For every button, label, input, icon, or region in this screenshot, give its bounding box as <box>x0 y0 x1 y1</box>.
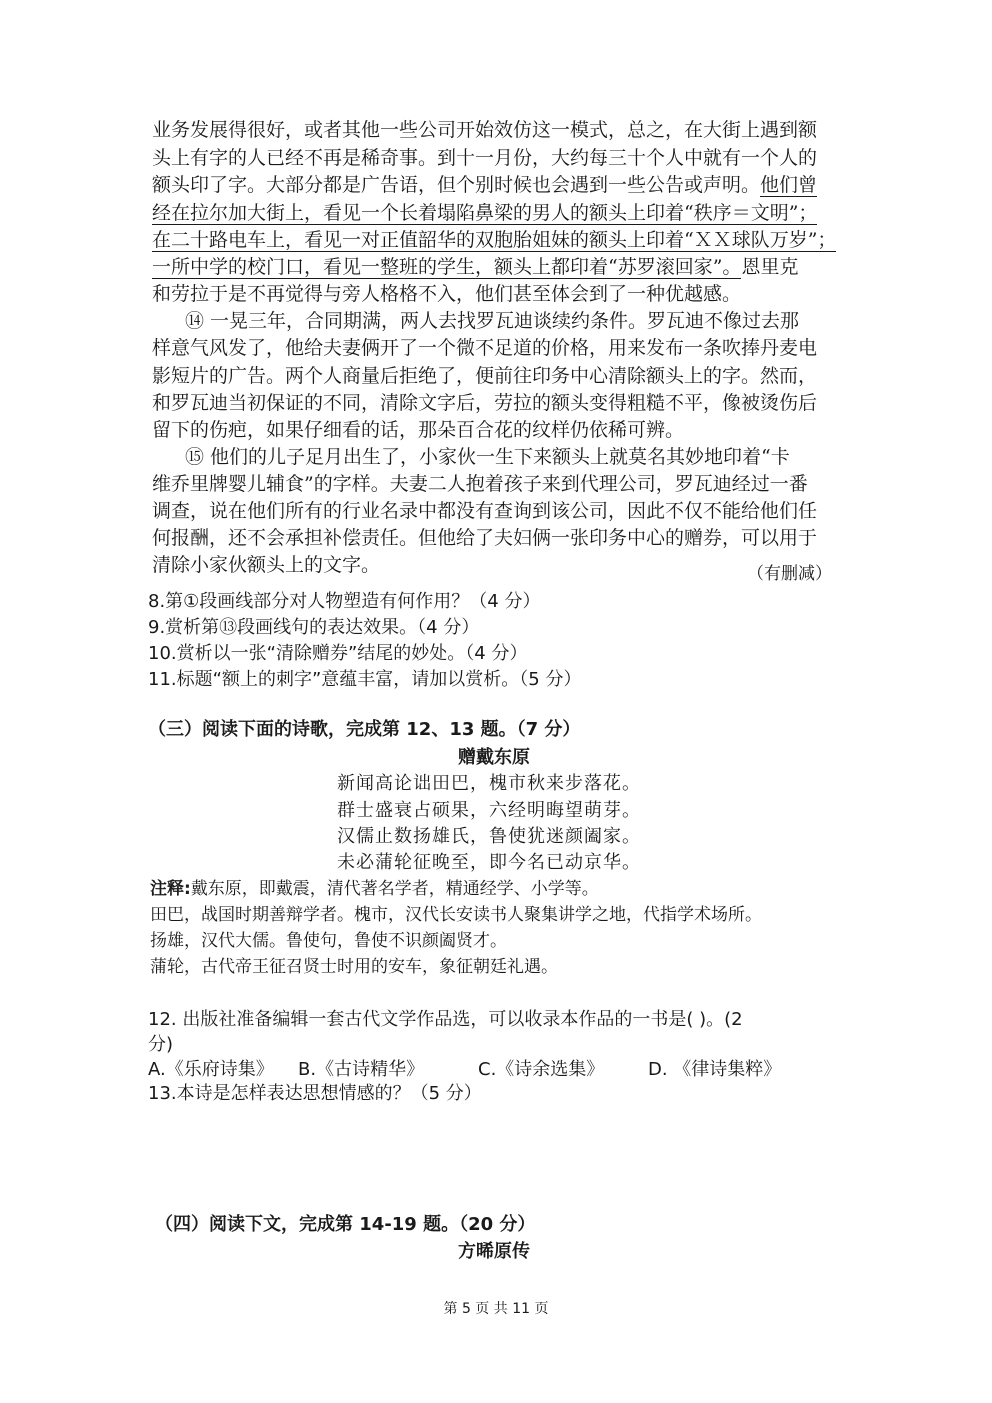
annotation: 蒲轮，古代帝王征召贤士时用的安车，象征朝廷礼遇。 <box>150 957 558 977</box>
passage-text: 额头印了字。大部分都是广告语，但个别时候也会遇到一些公告或声明。 <box>152 174 761 196</box>
page-footer: 第 5 页 共 11 页 <box>443 1301 549 1317</box>
passage-line: 业务发展得很好，或者其他一些公司开始效仿这一模式，总之，在大街上遇到额 <box>152 119 818 141</box>
passage-line: 头上有字的人已经不再是稀奇事。到十一月份，大约每三十个人中就有一个人的 <box>152 147 818 169</box>
annotation <box>150 877 599 901</box>
underlined-sentence: 在二十路电车上，看见一对正值韶华的双胞胎姐妹的额头上印着“ＸＸ球队万岁”； <box>152 229 837 251</box>
question-13: 13.本诗是怎样表达思想情感的？（5 分） <box>148 1083 482 1104</box>
question-11: 11.标题“额上的刺字”意蕴丰富，请加以赏析。（5 分） <box>148 669 582 690</box>
passage-line: 调查，说在他们所有的行业名录中都没有查询到该公司，因此不仅不能给他们任 <box>152 500 818 522</box>
annotation: 扬雄，汉代大儒。鲁使句，鲁使不识颜阖贤才。 <box>150 931 507 951</box>
passage-line: ⑭ 一晃三年，合同期满，两人去找罗瓦迪谈续约条件。罗瓦迪不像过去那 <box>185 310 800 332</box>
question-9: 9.赏析第⑬段画线句的表达效果。（4 分） <box>148 617 480 638</box>
poem-line: 汉儒止数扬雄氏，鲁使犹迷颜阖家。 <box>337 826 641 847</box>
underlined-sentence: 经在拉尔加大街上，看见一个长着塌陷鼻梁的男人的额头上印着“秩序＝文明”； <box>152 202 818 224</box>
poem-line: 新闻高论诎田巴，槐市秋来步落花。 <box>337 773 641 794</box>
passage-line: 维乔里牌婴儿辅食”的字样。夫妻二人抱着孩子来到代理公司，罗瓦迪经过一番 <box>152 473 808 495</box>
passage-line <box>152 200 817 226</box>
question-12: 12. 出版社准备编辑一套古代文学作品选，可以收录本作品的一书是( )。(2 <box>148 1009 743 1030</box>
underlined-sentence: 一所中学的校门口，看见一整班的学生，额头上都印着“苏罗滚回家”。 <box>152 256 742 278</box>
passage-line: 清除小家伙额头上的文字。 <box>152 554 381 576</box>
passage-line: 样意气风发了，他给夫妻俩开了一个微不足道的价格，用来发布一条吹捧丹麦电 <box>152 337 818 359</box>
passage-line <box>152 227 836 253</box>
passage-line: 何报酬，还不会承担补偿责任。但他给了夫妇俩一张印务中心的赠券，可以用于 <box>152 527 818 549</box>
passage-title: 方晞原传 <box>458 1241 530 1262</box>
annotation-text: 戴东原，即戴震，清代著名学者，精通经学、小学等。 <box>190 879 599 899</box>
passage-line: 和罗瓦迪当初保证的不同，清除文字后，劳拉的额头变得粗糙不平，像被烫伤后 <box>152 392 818 414</box>
option-a: A.《乐府诗集》 <box>148 1059 274 1080</box>
section-3-heading: （三）阅读下面的诗歌，完成第 12、13 题。（7 分） <box>148 719 581 740</box>
section-4-heading: （四）阅读下文，完成第 14-19 题。（20 分） <box>155 1214 536 1235</box>
underlined-sentence: 他们曾 <box>760 174 818 196</box>
question-10: 10.赏析以一张“清除赠券”结尾的妙处。（4 分） <box>148 643 528 664</box>
passage-line <box>152 254 798 280</box>
option-b: B.《古诗精华》 <box>298 1059 425 1080</box>
annotation: 田巴，战国时期善辩学者。槐市，汉代长安读书人聚集讲学之地，代指学术场所。 <box>150 905 762 925</box>
source-note: （有删减） <box>747 564 832 584</box>
option-c: C.《诗余选集》 <box>478 1059 605 1080</box>
question-12-cont: 分) <box>148 1034 174 1055</box>
poem-line: 群士盛衰占硕果，六经明晦望萌芽。 <box>337 800 641 821</box>
poem-title: 赠戴东原 <box>458 747 530 768</box>
option-d: D. 《律诗集粹》 <box>648 1059 782 1080</box>
passage-line: 和劳拉于是不再觉得与旁人格格不入，他们甚至体会到了一种优越感。 <box>152 283 742 305</box>
passage-text: 恩里克 <box>741 256 799 278</box>
question-12-options <box>148 1058 781 1082</box>
annotation-label: 注释: <box>150 879 191 899</box>
passage-line <box>152 172 817 198</box>
passage-line: 留下的伤疤，如果仔细看的话，那朵百合花的纹样仍依稀可辨。 <box>152 419 685 441</box>
poem-line: 未必蒲轮征晚至，即今名已动京华。 <box>337 852 641 873</box>
passage-line: 影短片的广告。两个人商量后拒绝了，便前往印务中心清除额头上的字。然而， <box>152 365 818 387</box>
question-8: 8.第①段画线部分对人物塑造有何作用？（4 分） <box>148 591 541 612</box>
passage-line: ⑮ 他们的儿子足月出生了，小家伙一生下来额头上就莫名其妙地印着“卡 <box>185 446 790 468</box>
